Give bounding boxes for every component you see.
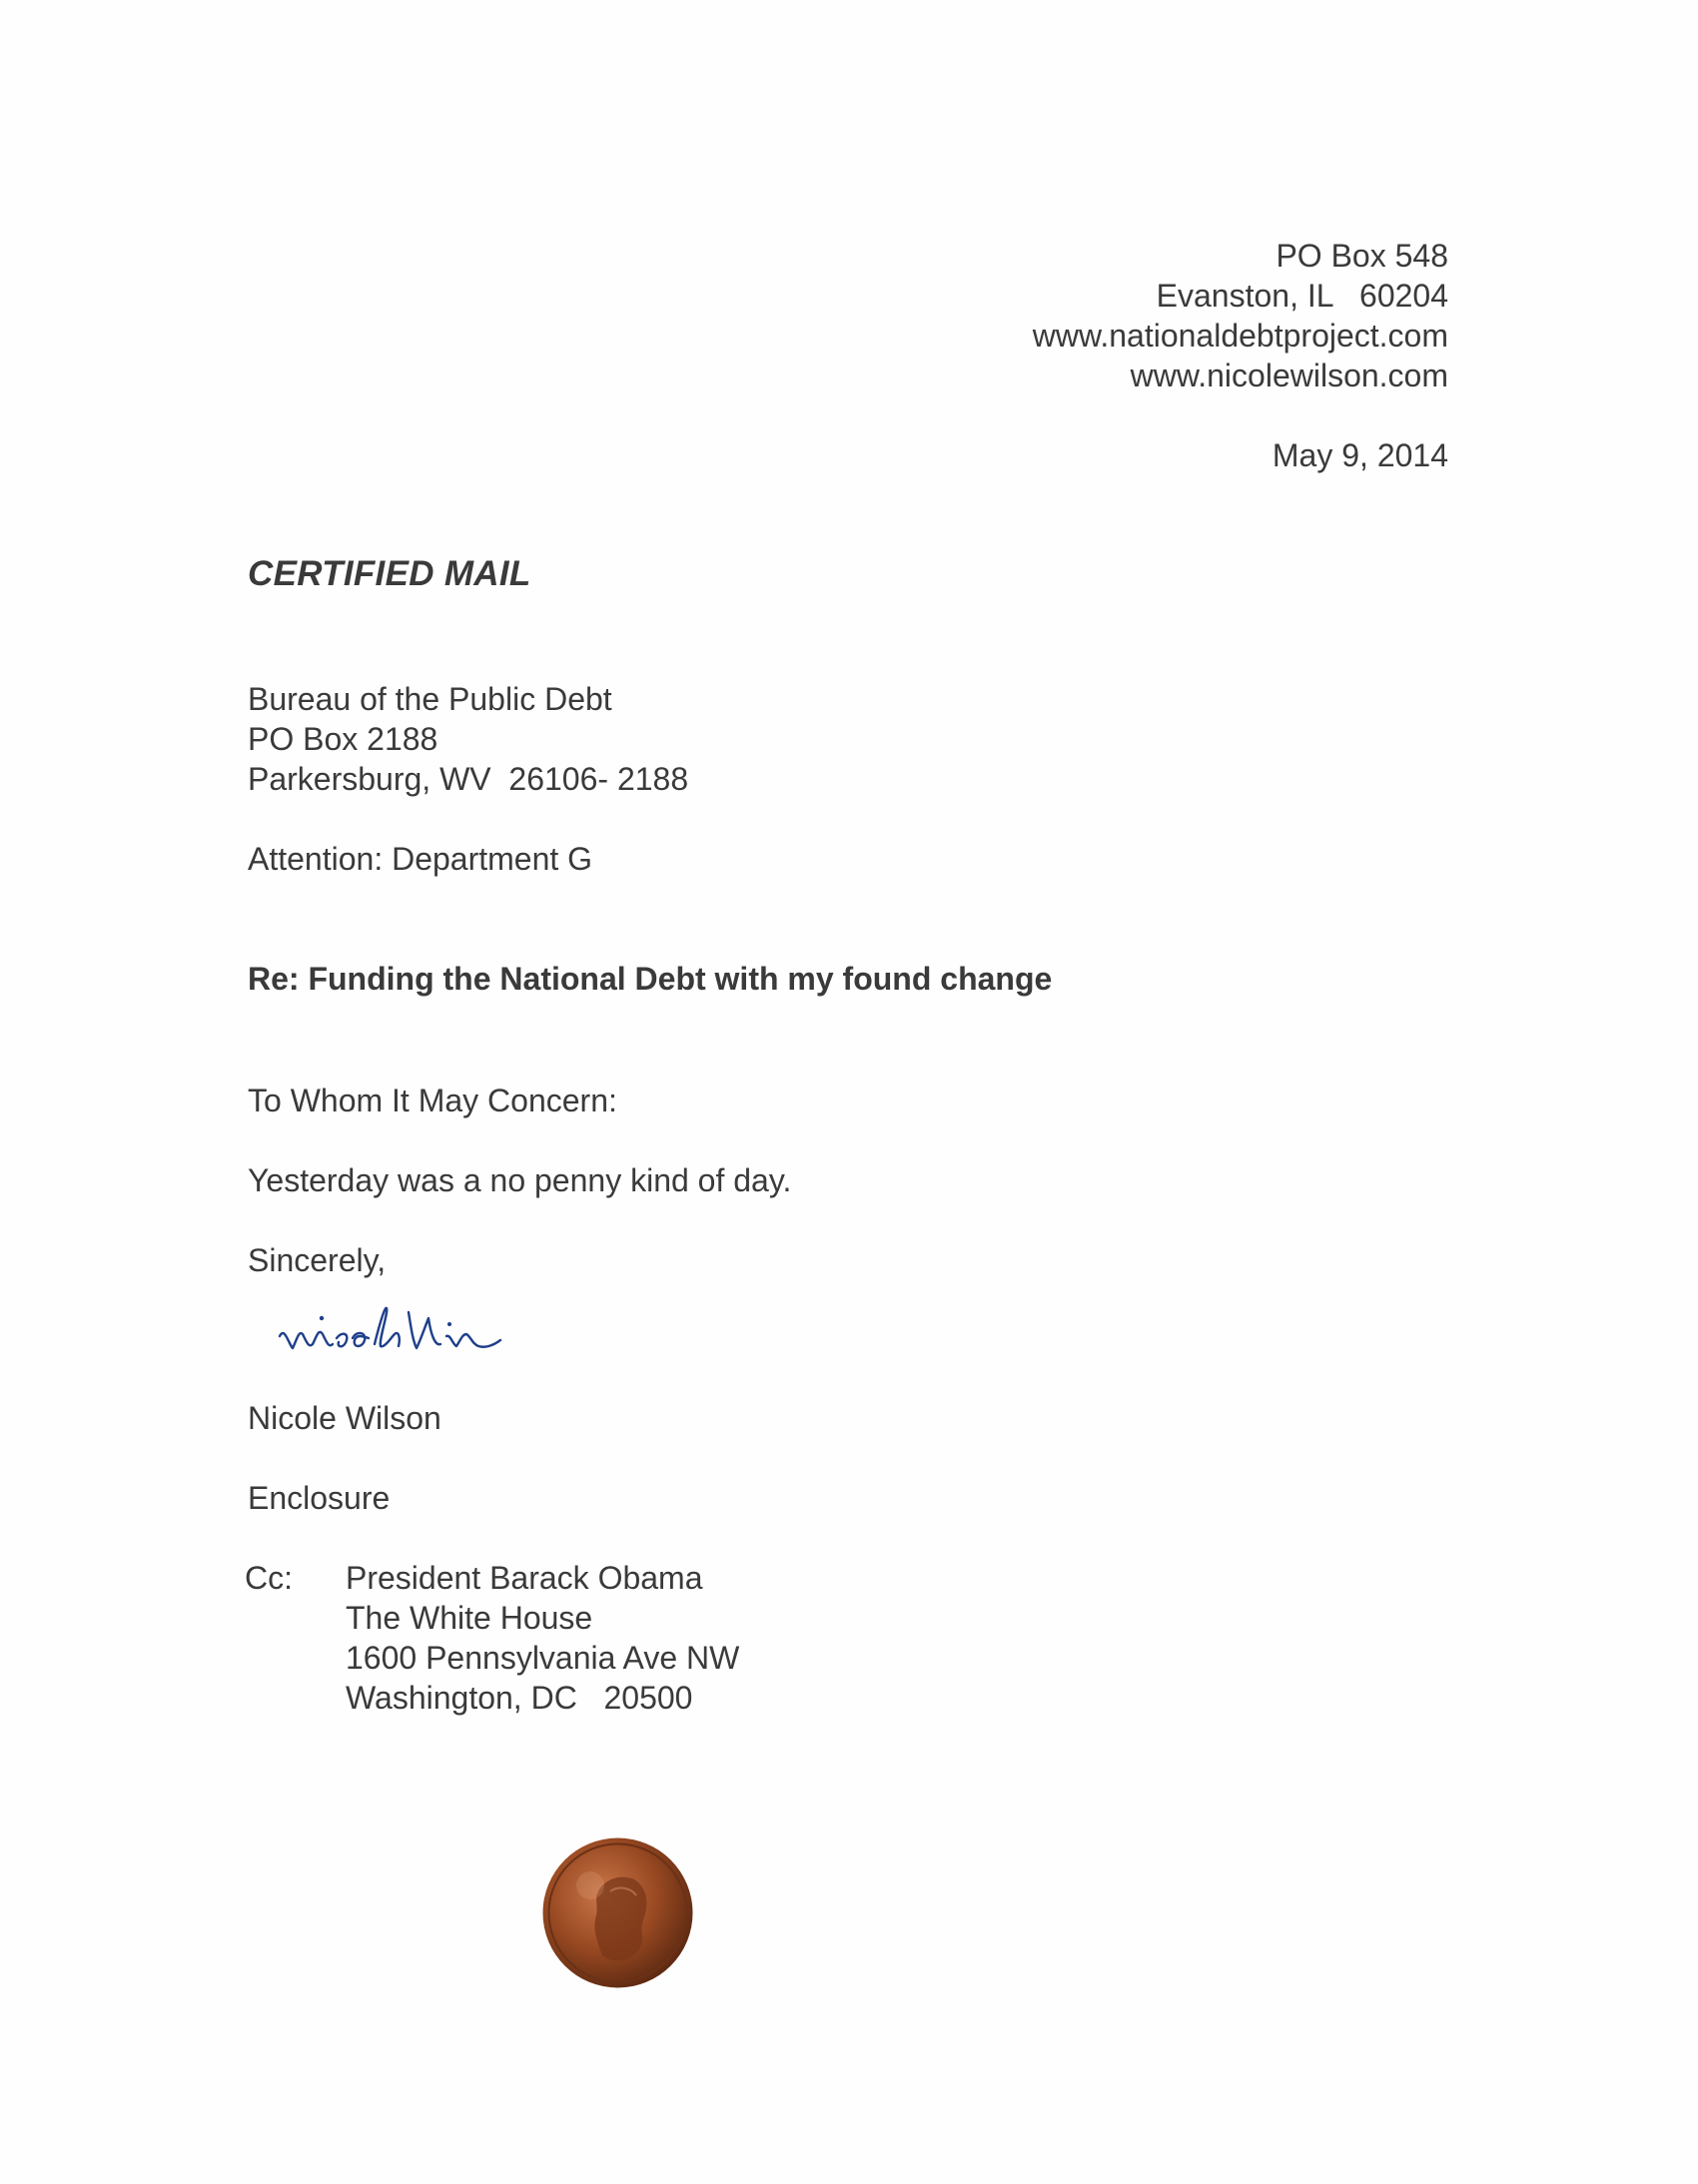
sender-address-line-1: PO Box 548	[1275, 238, 1448, 274]
sender-website-1: www.nationaldebtproject.com	[1032, 318, 1448, 354]
attention-line: Attention: Department G	[248, 841, 593, 877]
enclosure-note: Enclosure	[248, 1480, 391, 1516]
recipient-line-3: Parkersburg, WV 26106- 2188	[248, 761, 689, 797]
recipient-line-1: Bureau of the Public Debt	[248, 681, 612, 717]
signer-name: Nicole Wilson	[248, 1400, 441, 1436]
letter-date: May 9, 2014	[1272, 437, 1448, 473]
body-text: Yesterday was a no penny kind of day.	[248, 1162, 792, 1198]
cc-line-2: The White House	[346, 1600, 593, 1636]
cc-line-4: Washington, DC 20500	[346, 1680, 693, 1716]
handwritten-signature	[275, 1288, 574, 1368]
sender-address-line-2: Evanston, IL 60204	[1156, 278, 1448, 314]
penny-coin-icon	[540, 1835, 695, 1990]
closing: Sincerely,	[248, 1242, 387, 1278]
cc-label: Cc:	[245, 1560, 293, 1596]
recipient-line-2: PO Box 2188	[248, 721, 438, 757]
cc-line-1: President Barack Obama	[346, 1560, 703, 1596]
cc-line-3: 1600 Pennsylvania Ave NW	[346, 1640, 740, 1676]
subject-line: Re: Funding the National Debt with my found change	[248, 961, 1053, 997]
certified-mail-heading: CERTIFIED MAIL	[248, 554, 531, 593]
salutation: To Whom It May Concern:	[248, 1083, 617, 1118]
sender-website-2: www.nicolewilson.com	[1130, 358, 1448, 393]
